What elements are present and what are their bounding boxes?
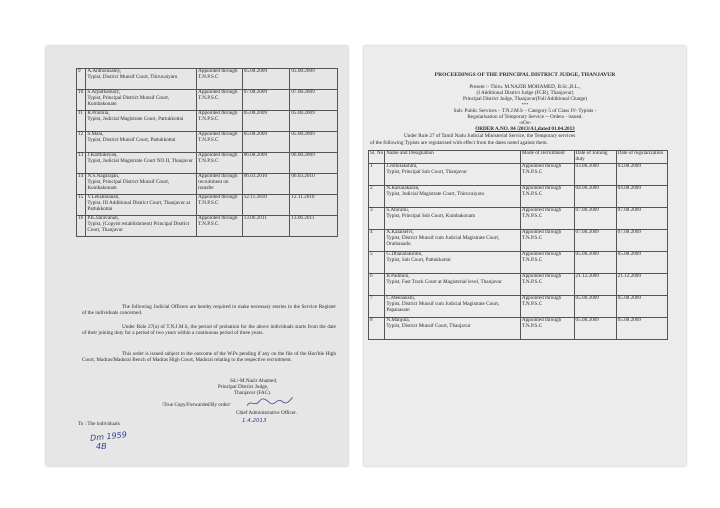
typist-table	[368, 150, 668, 340]
separator-stars: ***	[521, 102, 529, 107]
cell-date-joining: 06.08.2009	[242, 153, 290, 174]
table-row	[77, 111, 338, 132]
writ-petition-paragraph: This order is issued subject to the outcome of the W.Ps pending if any on the file of the Hon'ble High Court, Madras/Madurai Bench of Madras High Court, Madurai relating to the respective recruitment.	[82, 351, 336, 364]
table-row	[369, 251, 668, 273]
cell-date-joining: 21.12.2009	[574, 273, 616, 295]
cell-sl: 3	[369, 207, 385, 229]
handwritten-signature	[246, 395, 295, 410]
cell-date-regular: 06.08.2009	[290, 153, 338, 174]
cell-date-joining: 05.08.2009	[574, 251, 616, 273]
cell-mode: Appointed through T.N.P.S.C	[520, 251, 574, 273]
cell-date-joining: 05.08.2009	[242, 111, 290, 132]
cell-date-joining: 07.08.2009	[242, 90, 290, 111]
cell-name: B.Padmini, Typist, Fast Track Court at Magisterial level, Thanjavur	[385, 273, 520, 295]
cell-date-regular: 05.08.2009	[616, 295, 667, 317]
cell-name: V.Lekshmanan, Typist, III Additional District Court, Thanjavur at Pattukkottai	[86, 195, 197, 216]
cell-mode: Appointed through T.N.P.S.C	[520, 163, 574, 185]
table-row	[369, 207, 668, 229]
typist-table-continued	[76, 68, 338, 237]
cell-mode: Appointed through T.N.P.S.C	[520, 207, 574, 229]
cell-name: N.Manjula, Typist, District Munsif Court, Thanjavur	[385, 317, 520, 339]
cell-date-regular: 04.08.2009	[616, 185, 667, 207]
cell-mode: Appointed through T.N.P.S.C	[197, 216, 243, 237]
table-row	[77, 174, 338, 195]
header-mode: Mode of recruitment	[520, 151, 574, 164]
cell-sl: 14	[77, 174, 86, 195]
cell-name: A.Anthonisamy, Typist, District Munsif Court, Thiruvaiyaru	[86, 69, 197, 90]
cell-sl: 11	[77, 111, 86, 132]
signatory-place: Thanjavur (FAC).	[234, 390, 272, 396]
signatory-name: Sd./-M.Nazir Ahamed,	[230, 378, 278, 384]
cell-mode: Appointed through T.N.P.S.C	[520, 295, 574, 317]
cell-sl: 10	[77, 90, 86, 111]
cell-name: A.Kalaiselvi, Typist, District Munsif cum Judicial Magistrate Court, Orathanadu	[385, 229, 520, 251]
cell-sl: 8	[369, 317, 385, 339]
cell-sl: 1	[369, 163, 385, 185]
cell-sl: 2	[369, 185, 385, 207]
instruction-paragraph: The following Judicial Officers are hereby required to make necessary entries in the Service Register of the individuals concerned.	[82, 304, 336, 317]
header-date-joining: Date of Joining duty	[574, 151, 616, 164]
header-name: Name and Designation	[385, 151, 520, 164]
document-page-right	[364, 46, 686, 466]
document-page-left	[46, 46, 348, 466]
cell-date-regular: 07.08.2009	[616, 207, 667, 229]
table-row	[369, 229, 668, 251]
cell-mode: Appointed through T.N.P.S.C	[520, 317, 574, 339]
cell-mode: Appointed through T.N.P.S.C	[520, 229, 574, 251]
table-row	[77, 69, 338, 90]
cell-sl: 6	[369, 273, 385, 295]
table-row	[369, 295, 668, 317]
cell-sl: 7	[369, 295, 385, 317]
cell-date-joining: 12.11.2010	[242, 195, 290, 216]
cell-date-regular: 13.06.2011	[290, 216, 338, 237]
cell-date-joining: 05.08.2009	[574, 295, 616, 317]
cell-date-regular: 12.11.2010	[290, 195, 338, 216]
cell-date-regular: 06.03.2010	[290, 174, 338, 195]
table-row	[369, 317, 668, 339]
typist-table-body	[369, 163, 668, 339]
signatory-title: Principal District Judge,	[218, 384, 269, 390]
separator-ooo: -oOo-	[518, 120, 532, 126]
cell-date-regular: 05.08.2009	[290, 132, 338, 153]
table-row	[77, 153, 338, 174]
cell-name: S.Arputhamary, Typist, Principal District Munsif Court, Kumbakonam	[86, 90, 197, 111]
cell-name: N.Karunakaran, Typist, Judicial Magistrate Court, Thiruvaiyaru	[385, 185, 520, 207]
cell-sl: 9	[77, 69, 86, 90]
cell-name: R.Pramila, Typist, Judicial Magistrate Court, Pattukkottai	[86, 111, 197, 132]
cell-name: G.Dhanalakshmi, Typist, Sub Court, Pattukkottai	[385, 251, 520, 273]
cell-name: J.Jothilakshmi, Typist, Principal Sub Court, Thanjavur	[385, 163, 520, 185]
probation-paragraph: Under Rule 27(a) of T.N.J.M.S, the period of probation for the above individuals starts from the date of their joining duty for a period of two years within a continuous period of three years.	[82, 324, 336, 337]
cell-date-regular: 05.08.2009	[616, 251, 667, 273]
cell-sl: 13	[77, 153, 86, 174]
intro-line-2: of the following Typists are regularised with effect from the dates noted against them.	[370, 140, 548, 146]
subject-line-2: Regularisation of Temporary Service -- Orders - issued.	[467, 114, 583, 120]
cell-date-joining: 07.08.2009	[574, 207, 616, 229]
cell-date-joining: 05.08.2009	[242, 132, 290, 153]
cell-date-joining: 05.08.2009	[574, 317, 616, 339]
table-row	[77, 216, 338, 237]
handwritten-dispatch-number: Dm 1959	[89, 430, 128, 443]
cell-sl: 15	[77, 195, 86, 216]
true-copy-line: /True Copy/Forwarded/By order/	[162, 402, 231, 408]
typist-table-body	[77, 69, 338, 237]
cell-sl: 5	[369, 251, 385, 273]
cell-mode: Appointed through T.N.P.S.C	[197, 69, 243, 90]
cell-name: N.S.Nagarajan, Typist, Principal District Munsif Court, Kumbakonam	[86, 174, 197, 195]
cell-date-joining: 05.08.2009	[242, 69, 290, 90]
table-row	[369, 273, 668, 295]
table-row	[77, 90, 338, 111]
cell-date-regular: 07.08.2009	[290, 90, 338, 111]
to-line: To : The individuals	[78, 421, 120, 427]
table-row	[369, 163, 668, 185]
subject-line: Sub: Public Services – T.N.J.M.S – Category 5 of Class IV- Typists -	[453, 108, 597, 114]
cell-mode: Appointed through T.N.P.S.C	[197, 153, 243, 174]
order-number: ORDER A.NO. 84 /2013/A1,dated 01.04.2013	[475, 126, 575, 132]
cell-sl: 4	[369, 229, 385, 251]
cell-date-regular: 05.08.2009	[290, 69, 338, 90]
header-sl: Sl. No	[369, 151, 385, 164]
header-date-regular: Date of regularization	[616, 151, 667, 164]
signature-scribble	[246, 395, 295, 408]
cell-name: C.Meenakshi, Typist, District Munsif cum Judicial Magistrate Court, Papanasam	[385, 295, 520, 317]
present-line-2: (I Additional District Judge (FCR), Thanjavur)	[476, 90, 574, 96]
intro-line-1: Under Rule 27 of Tamil Nadu Judicial Ministerial Service, the Temporary services	[404, 133, 576, 139]
table-row	[77, 132, 338, 153]
cell-date-regular: 03.08.2009	[616, 163, 667, 185]
handwritten-section-code: 4B	[96, 442, 107, 451]
cell-date-regular: 05.08.2009	[290, 111, 338, 132]
cell-mode: Appointed through T.N.P.S.C	[197, 132, 243, 153]
cell-date-joining: 06.03.2010	[242, 174, 290, 195]
cell-date-regular: 21.12.2009	[616, 273, 667, 295]
cell-date-regular: 07.08.2009	[616, 229, 667, 251]
proceedings-heading: PROCEEDINGS OF THE PRINCIPAL DISTRICT JUDGE, THANJAVUR	[434, 72, 616, 78]
cell-name: J.Karthikeyan, Typist, Judicial Magistrate Court NO.II, Thanjavur	[86, 153, 197, 174]
present-line: Present :- Thiru. M.NAZIR MOHAMED, B.Sc.,B.L.,	[469, 84, 581, 90]
cell-mode: Appointed through T.N.P.S.C	[197, 195, 243, 216]
cell-name: S.Mala, Typist, District Munsif Court, Pattukkottai	[86, 132, 197, 153]
cell-date-joining: 03.08.2009	[574, 163, 616, 185]
cell-mode: Appointed through T.N.P.S.C	[520, 185, 574, 207]
cell-name: S.Abirami, Typist, Principal Sub Court, Kumbakonam	[385, 207, 520, 229]
cell-sl: 12	[77, 132, 86, 153]
cell-mode: Appointed through T.N.P.S.C	[197, 90, 243, 111]
present-line-3: Principal District Judge, Thanjavur(Full Additional Charge)	[463, 96, 587, 102]
cell-date-joining: 13.06.2011	[242, 216, 290, 237]
cell-mode: Appointed through T.N.P.S.C	[520, 273, 574, 295]
cell-date-joining: 07.08.2009	[574, 229, 616, 251]
cell-sl: 16	[77, 216, 86, 237]
cell-name: P.K.Saravanan, Typist, (Copyist establishment) Principal District Court, Thanjavur	[86, 216, 197, 237]
table-row	[369, 185, 668, 207]
cell-mode: Appointed through recruitment on transfer	[197, 174, 243, 195]
chief-admin-officer: Chief Administrative Officer.	[236, 410, 297, 416]
cell-mode: Appointed through T.N.P.S.C	[197, 111, 243, 132]
table-header-row	[369, 151, 668, 164]
handwritten-date: 1.4.2013	[242, 418, 267, 424]
cell-date-joining: 04.08.2009	[574, 185, 616, 207]
cell-date-regular: 05.08.2009	[616, 317, 667, 339]
table-row	[77, 195, 338, 216]
